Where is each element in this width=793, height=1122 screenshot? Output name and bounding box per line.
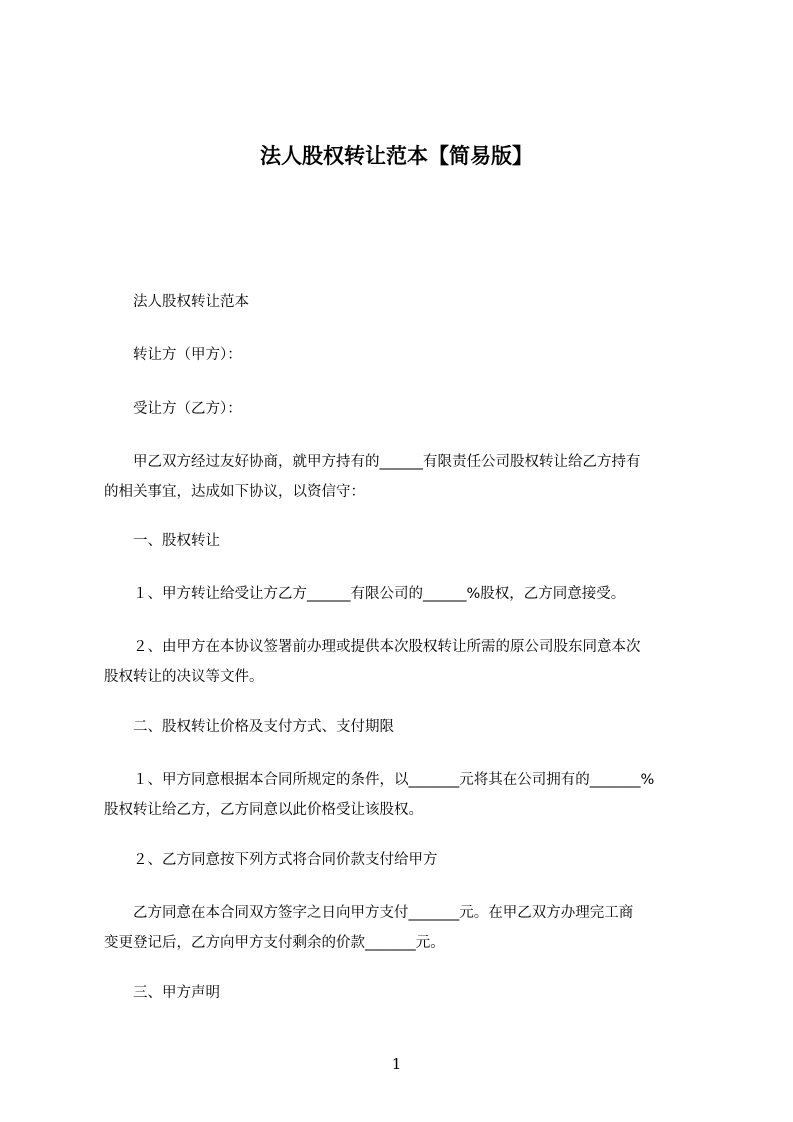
text-line: ２、乙方同意按下列方式将合同价款支付给甲方 <box>104 852 438 868</box>
paragraph-transferor <box>104 340 704 370</box>
text-line: 乙方同意在本合同双方签字之日向甲方支付_______元。在甲乙双方办理完工商 <box>104 905 634 921</box>
text-line: 一、股权转让 <box>104 533 220 549</box>
text-line: 法人股权转让范本 <box>104 294 249 310</box>
clause-2-1 <box>104 765 704 825</box>
text-line: 甲乙双方经过友好协商，就甲方持有的______有限责任公司股权转让给乙方持有 <box>104 454 641 470</box>
paragraph-preamble <box>104 447 704 507</box>
text-line: 股权转让给乙方，乙方同意以此价格受让该股权。 <box>104 802 423 818</box>
text-line: １、甲方转让给受让方乙方______有限公司的______%股权，乙方同意接受。 <box>104 586 626 602</box>
clause-1-2 <box>104 632 704 692</box>
clause-2-2-detail <box>104 898 704 958</box>
clause-2-2 <box>104 845 704 875</box>
section-heading-1 <box>104 526 704 556</box>
section-heading-3 <box>104 978 704 1008</box>
text-line: 股权转让的决议等文件。 <box>104 669 264 685</box>
clause-1-1 <box>104 579 704 609</box>
paragraph-heading-label <box>104 287 704 317</box>
text-line: 变更登记后，乙方向甲方支付剩余的价款_______元。 <box>104 935 445 951</box>
paragraph-transferee <box>104 394 704 424</box>
text-line: 三、甲方声明 <box>104 985 220 1001</box>
text-line: 二、股权转让价格及支付方式、支付期限 <box>104 719 394 735</box>
section-heading-2 <box>104 712 704 742</box>
text-line: １、甲方同意根据本合同所规定的条件，以_______元将其在公司拥有的_______% <box>104 772 655 788</box>
page-number: 1 <box>391 1055 402 1073</box>
text-line: 的相关事宜，达成如下协议，以资信守： <box>104 484 365 500</box>
text-line: 转让方（甲方）： <box>104 347 242 363</box>
text-line: 受让方（乙方）： <box>104 401 242 417</box>
text-line: ２、由甲方在本协议签署前办理或提供本次股权转让所需的原公司股东同意本次 <box>104 639 641 655</box>
document-title: 法人股权转让范本【简易版】 <box>260 144 533 168</box>
